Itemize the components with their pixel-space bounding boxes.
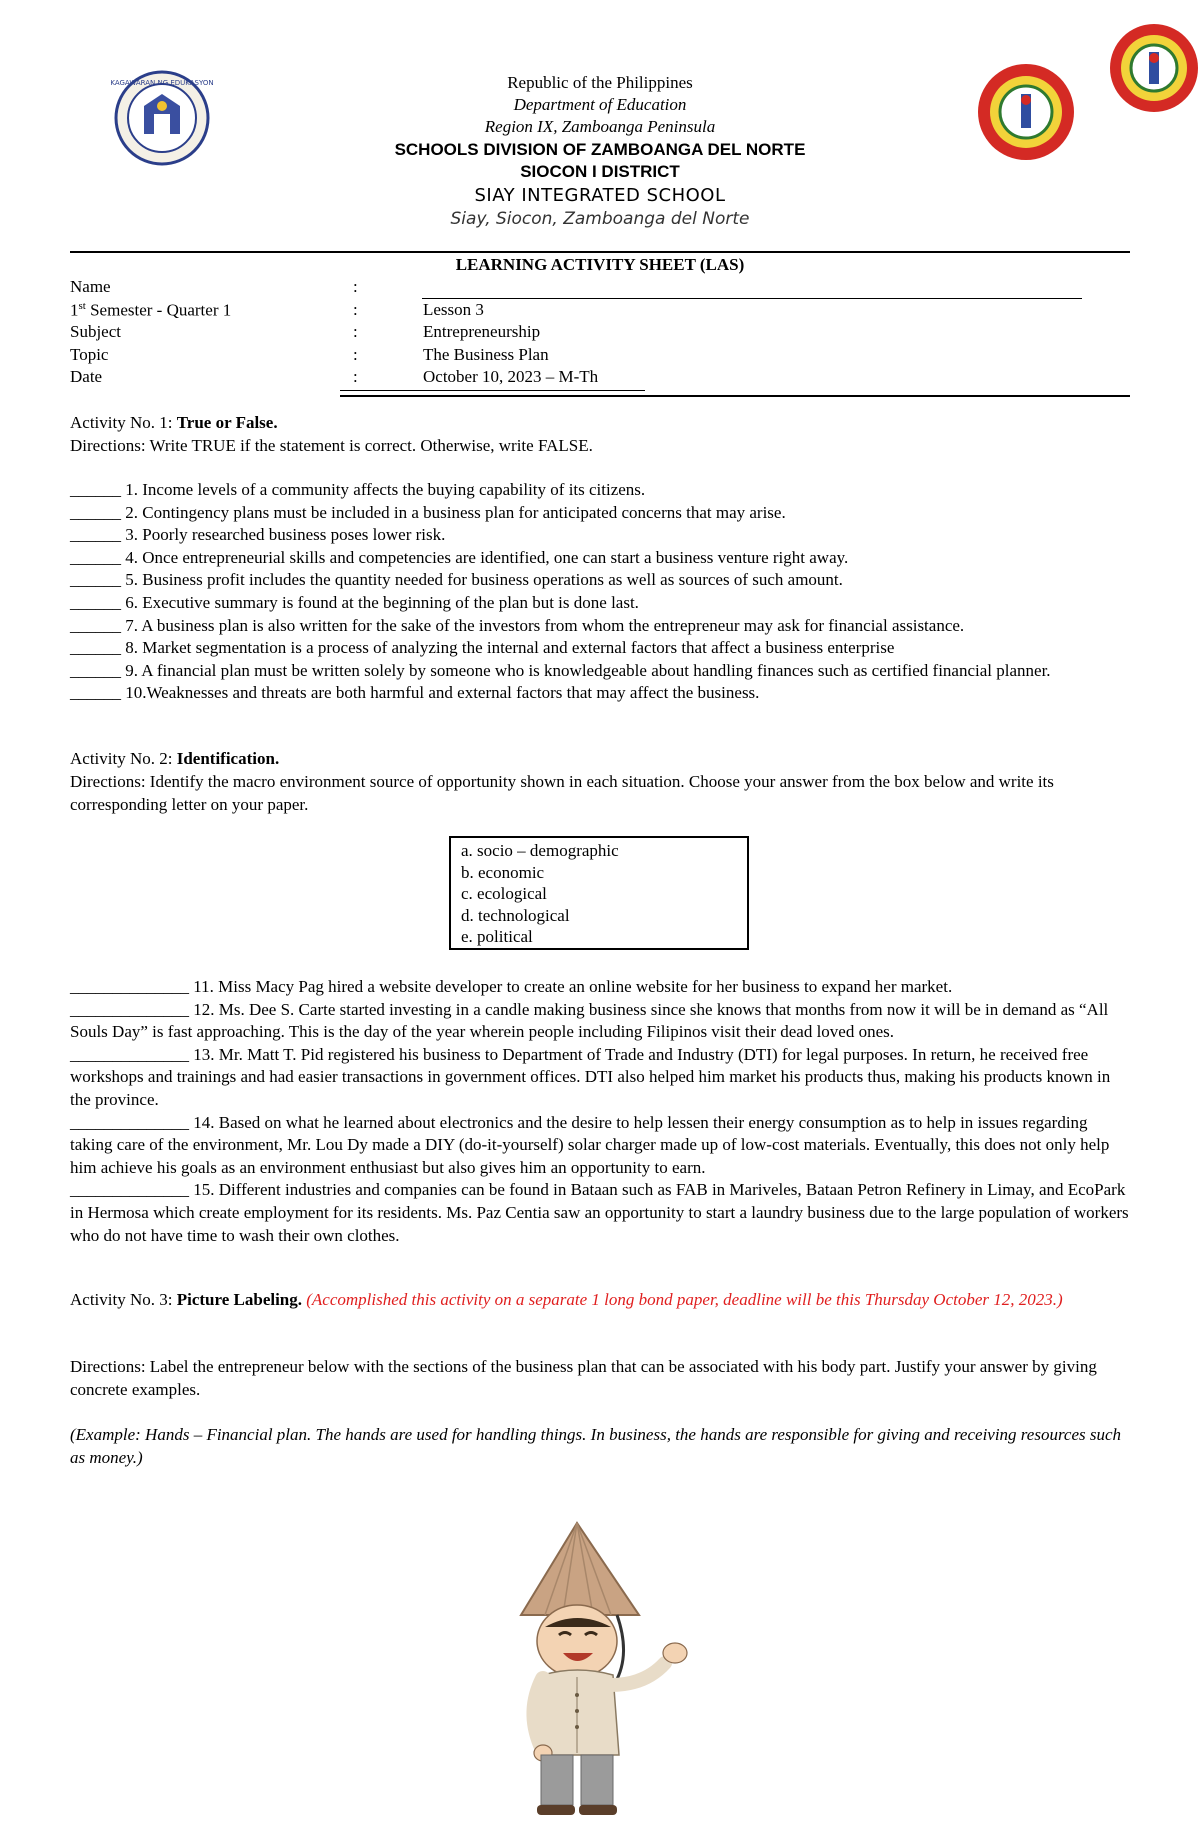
activity2-prefix: Activity No. 2: (70, 749, 177, 768)
list-item: ______ 1. Income levels of a community affects the buying capability of its citizens. (70, 480, 646, 499)
list-item: ______ 9. A financial plan must be written solely by someone who is knowledgeable about handling finances such as certified financial planner. (70, 660, 1051, 680)
activity2-list (70, 976, 1130, 1247)
header-region: Region IX, Zamboanga Peninsula (484, 117, 716, 136)
header-address: Siay, Siocon, Zamboanga del Norte (450, 209, 750, 229)
info-label: Name (70, 277, 111, 296)
choice-item: b. economic (461, 862, 545, 882)
bottom-rule (340, 395, 1130, 397)
header-division: SCHOOLS DIVISION OF ZAMBOANGA DEL NORTE (394, 140, 806, 159)
semester-rest: Semester - Quarter 1 (85, 300, 232, 320)
info-colon: : (353, 345, 358, 364)
choices-box (449, 836, 749, 950)
farmer-with-salakot-icon (505, 1515, 725, 1820)
list-item: ______ 3. Poorly researched business poses lower risk. (70, 525, 446, 545)
info-label: Topic (70, 345, 109, 364)
list-item: ______________ 14. Based on what he learned about electronics and the desire to help lessen their energy consumption as to help in issues regarding taking care of the environment, Mr. Lou Dy made a DIY (do-it-yourself) solar charger made up of low-cost materials. Eventually, this does not only help him achieve his goals as an environment enthusiast but also gives him an opportunity to earn. (70, 1112, 1110, 1177)
info-colon: : (353, 367, 358, 386)
activity1-heading (70, 412, 1130, 435)
list-item: ______ 8. Market segmentation is a process of analyzing the internal and external factors that affect a business enterprise (70, 638, 895, 658)
choice-item: c. ecological (461, 884, 547, 903)
activity2-title: Identification. (176, 749, 280, 768)
activity2-directions: Directions: Identify the macro environment source of opportunity shown in each situation. Choose your answer from the box below and write its corresponding letter on your paper. (70, 772, 1054, 814)
header-republic: Republic of the Philippines (507, 73, 693, 92)
sheet-title: LEARNING ACTIVITY SHEET (LAS) (455, 255, 745, 274)
semester-sup: st (78, 300, 86, 312)
list-item: ______________ 15. Different industries and companies can be found in Bataan such as FAB in Mariveles, Bataan Petron Refinery in Limay, and EcoPark in Hermosa which create employment for its residents. Ms. Paz Centia saw an opportunity to start a laundry business due to the large population of workers who do not have time to wash their own clothes. (70, 1180, 1129, 1245)
header-district: SIOCON I DISTRICT (520, 162, 680, 181)
top-rule (70, 251, 1130, 253)
activity3-note: (Accomplished this activity on a separate 1 long bond paper, deadline will be this Thursday October 12, 2023.) (306, 1290, 1063, 1309)
svg-text:KAGAWARAN NG EDUKASYON: KAGAWARAN NG EDUKASYON (110, 79, 214, 87)
info-label (70, 300, 231, 321)
list-item: ______ 5. Business profit includes the quantity needed for business operations as well as sources of such amount. (70, 570, 843, 590)
list-item: ______ 6. Executive summary is found at the beginning of the plan but is done last. (70, 592, 639, 612)
info-label: Date (70, 367, 103, 386)
activity3-example: (Example: Hands – Financial plan. The hands are used for handling things. In business, the hands are responsible for giving and receiving resources such as money.) (70, 1425, 1122, 1467)
list-item: ______________ 12. Ms. Dee S. Carte started investing in a candle making business since she knows that months from now it will be in demand as “All Souls Day” is fast approaching. This is the day of the year wherein people including Filipinos visit their dead loved ones. (70, 999, 1109, 1042)
list-item: ______ 10.Weaknesses and threats are both harmful and external factors that may affect the business. (70, 683, 760, 703)
activity3-prefix: Activity No. 3: (70, 1290, 177, 1309)
info-label: Subject (70, 322, 121, 341)
activity3-heading (70, 1289, 1130, 1312)
date-underline (340, 390, 645, 391)
activity1-title: True or False. (176, 413, 278, 432)
choice-item: d. technological (461, 905, 570, 925)
info-colon: : (353, 322, 358, 341)
list-item: ______ 7. A business plan is also written for the sake of the investors from whom the entrepreneur may ask for financial assistance. (70, 615, 965, 635)
activity3-directions: Directions: Label the entrepreneur below with the sections of the business plan that can be associated with his body part. Justify your answer by giving concrete examples. (70, 1357, 1097, 1399)
choice-item: a. socio – demographic (461, 841, 619, 860)
activity1-prefix: Activity No. 1: (70, 413, 177, 432)
activity3-title: Picture Labeling. (176, 1290, 303, 1309)
list-item: ______ 4. Once entrepreneurial skills and competencies are identified, one can start a business venture right away. (70, 547, 849, 567)
info-value: Lesson 3 (423, 300, 484, 319)
info-value: The Business Plan (423, 345, 549, 364)
info-colon: : (353, 277, 358, 296)
activity1-directions: Directions: Write TRUE if the statement is correct. Otherwise, write FALSE. (70, 436, 593, 455)
info-colon: : (353, 300, 358, 319)
activity1-list (70, 479, 1130, 705)
header-school: SIAY INTEGRATED SCHOOL (474, 185, 726, 206)
list-item: ______ 2. Contingency plans must be included in a business plan for anticipated concerns that may arise. (70, 502, 786, 522)
activity2-heading (70, 748, 1130, 771)
header-department: Department of Education (513, 95, 687, 114)
info-value: October 10, 2023 – M-Th (423, 367, 599, 386)
info-value: Entrepreneurship (423, 322, 541, 341)
name-field-line[interactable] (422, 298, 1082, 299)
choice-item: e. political (461, 927, 533, 946)
list-item: ______________ 11. Miss Macy Pag hired a website developer to create an online website for her business to expand her market. (70, 977, 953, 996)
semester-number: 1 (70, 300, 79, 320)
list-item: ______________ 13. Mr. Matt T. Pid registered his business to Department of Trade and Industry (DTI) for legal purposes. In return, he received free workshops and trainings and had easier transactions in government offices. DTI also helped him market his products thus, making his products known in the province. (70, 1044, 1111, 1109)
